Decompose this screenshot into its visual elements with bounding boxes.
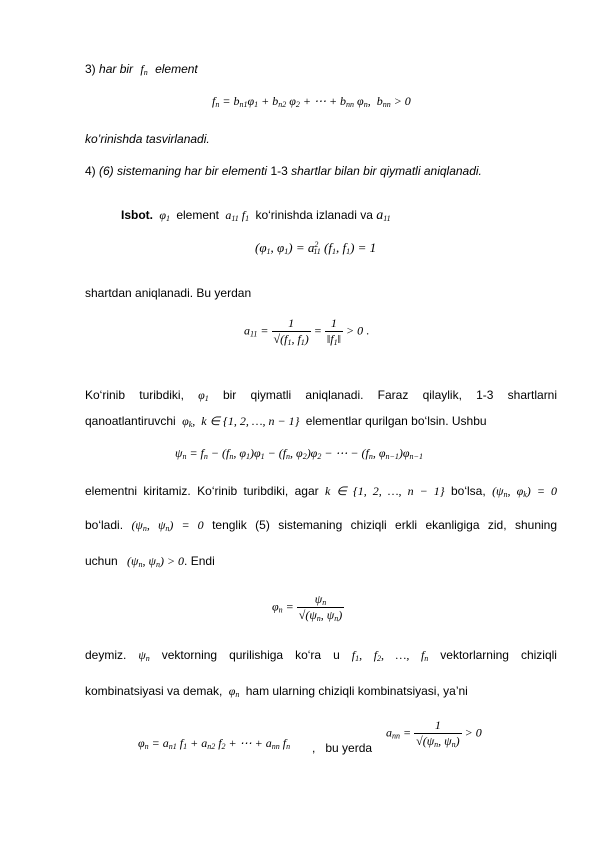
word: turibdiki,: [139, 388, 184, 402]
proof-text: ,: [312, 741, 316, 755]
item-number: 3): [85, 62, 96, 76]
para-3-line-2: [85, 684, 468, 702]
formula-psi-n: $\psi_n = f_n - (f_n$, $\varphi_1)\varphi_1 - (f_n$, $\varphi_2)\varphi_2$ − ⋯ − ($f_n$, $\varphi_{n-1})\varphi_{n-1}$: [175, 446, 423, 461]
word: qurilishiga: [229, 648, 284, 662]
para-2-line-2: [85, 518, 557, 536]
formula-a11: $a_{11}$: [376, 208, 391, 223]
para-2-line-3: [85, 554, 215, 572]
proof-text: kombinatsiyasi va demak,: [85, 684, 223, 698]
proof-text: uchun: [85, 554, 118, 568]
word: 1-3: [476, 388, 494, 402]
para-1-line-2: [85, 414, 487, 432]
proof-text: elementlar qurilgan bo‘lsin. Ushbu: [305, 414, 487, 428]
formula-f-list: $f_1$, $f_2$, …, $f_n$: [351, 648, 429, 663]
last-line-text: [312, 741, 372, 755]
item-number: 4): [85, 164, 96, 178]
proof-text: bo‘ladi.: [85, 518, 124, 532]
proof-line-2: shartdan aniqlanadi. Bu yerdan: [85, 286, 252, 300]
formula-a11-value: $a_{11}$ = $\frac{1}{√(f_1, f_1)}$ = $\frac{1}{‖f_1‖}$ > 0 .: [244, 316, 370, 347]
word: ko‘ra: [295, 648, 322, 662]
formula-fn-expansion: $f_n = b_{n1}\varphi_1 + b_{n2}$ $\varphi_2$ + ⋯ + $b_{nn}$ $\varphi_n$, $b_{nn} > 0$: [212, 94, 411, 109]
item-text: har bir: [99, 62, 134, 76]
formula-k-set: k ∈ {1, 2, …, n − 1}: [325, 484, 445, 498]
item-text: element: [155, 62, 198, 76]
proof-text: element: [176, 208, 220, 222]
word: shartlarni: [507, 388, 558, 402]
word: bir: [222, 388, 237, 402]
word: Faraz: [377, 388, 409, 402]
word: qiymatli: [250, 388, 292, 402]
formula-phi-n-inline: $\varphi_n$: [228, 684, 240, 699]
formula-a11f1: $a_{11}$ $f_1$: [225, 208, 250, 223]
word: deymiz.: [85, 648, 127, 662]
formula-ann: $a_{nn}$ = $\frac{1}{√(\psi_n, \psi_n)}$ > 0: [386, 718, 482, 749]
proof-text: ko‘rinishda izlanadi va: [255, 208, 373, 222]
formula-psi-phi-zero: ($\psi_n$, $\varphi_k) = 0$: [492, 484, 557, 499]
formula-phi-n-combination: $\varphi_n = a_{n1}$ $f_1 + a_{n2}$ $f_2$ + ⋯ + $a_{nn}$ $f_n$: [138, 736, 291, 751]
item-text: 1-3: [270, 164, 288, 178]
formula-phi1: $\varphi_1$: [198, 388, 209, 403]
proof-text: qanoatlantiruvchi: [85, 414, 176, 428]
proof-line-1: [121, 208, 391, 226]
word: vektorlarning: [440, 648, 509, 662]
proof-text: tenglik (5) sistemaning chiziqli erkli ekanligiga zid, shuning: [212, 518, 558, 532]
formula-psi-n-inline: $\psi_n$: [138, 648, 150, 663]
proof-text: ham ularning chiziqli kombinatsiyasi, ya’ni: [245, 684, 468, 698]
word: vektorning: [161, 648, 218, 662]
proof-text: elementni kiritamiz. Ko‘rinib turibdiki, agar: [85, 484, 319, 498]
formula-phi1: $\varphi_1$: [159, 208, 170, 223]
word: qilaylik,: [422, 388, 462, 402]
item-text: shartlar bilan bir qiymatli aniqlanadi.: [291, 164, 482, 178]
formula-phi-n: $\varphi_n$ = $\frac{\psi_n}{√(\psi_n, \psi_n)}$: [272, 592, 343, 623]
formula-psi-psi-positive: ($\psi_n$, $\psi_n) > 0$: [127, 554, 185, 569]
proof-text: . Endi: [184, 554, 215, 568]
proof-text: bu yerda: [325, 741, 373, 755]
item-3-conclusion: ko’rinishda tasvirlanadi.: [85, 132, 210, 146]
item-4-line: [85, 164, 482, 178]
formula-fn: $f_n$: [140, 62, 148, 77]
proof-text: bo‘lsa,: [450, 484, 486, 498]
para-2-line-1: [85, 484, 557, 502]
word: u: [333, 648, 340, 662]
formula-phik-set: $\varphi_k$, k ∈ {1, 2, …, n − 1}: [182, 414, 300, 429]
para-3-line-1: [85, 648, 557, 666]
formula-psi-psi-zero: ($\psi_n$, $\psi_n) = 0$: [131, 518, 204, 533]
word: aniqlanadi.: [305, 388, 364, 402]
para-1-line-1: [85, 388, 557, 406]
formula-norm-condition: ($\varphi_1$, $\varphi_1) = a^2_{11}$ ($f_1$, $f_1) = 1$: [255, 240, 377, 256]
word: Ko‘rinib: [85, 388, 126, 402]
item-text: (6) sistemaning har bir elementi: [99, 164, 268, 178]
item-3-line: [85, 62, 198, 80]
proof-label: Isbot.: [121, 208, 153, 222]
word: chiziqli: [520, 648, 557, 662]
